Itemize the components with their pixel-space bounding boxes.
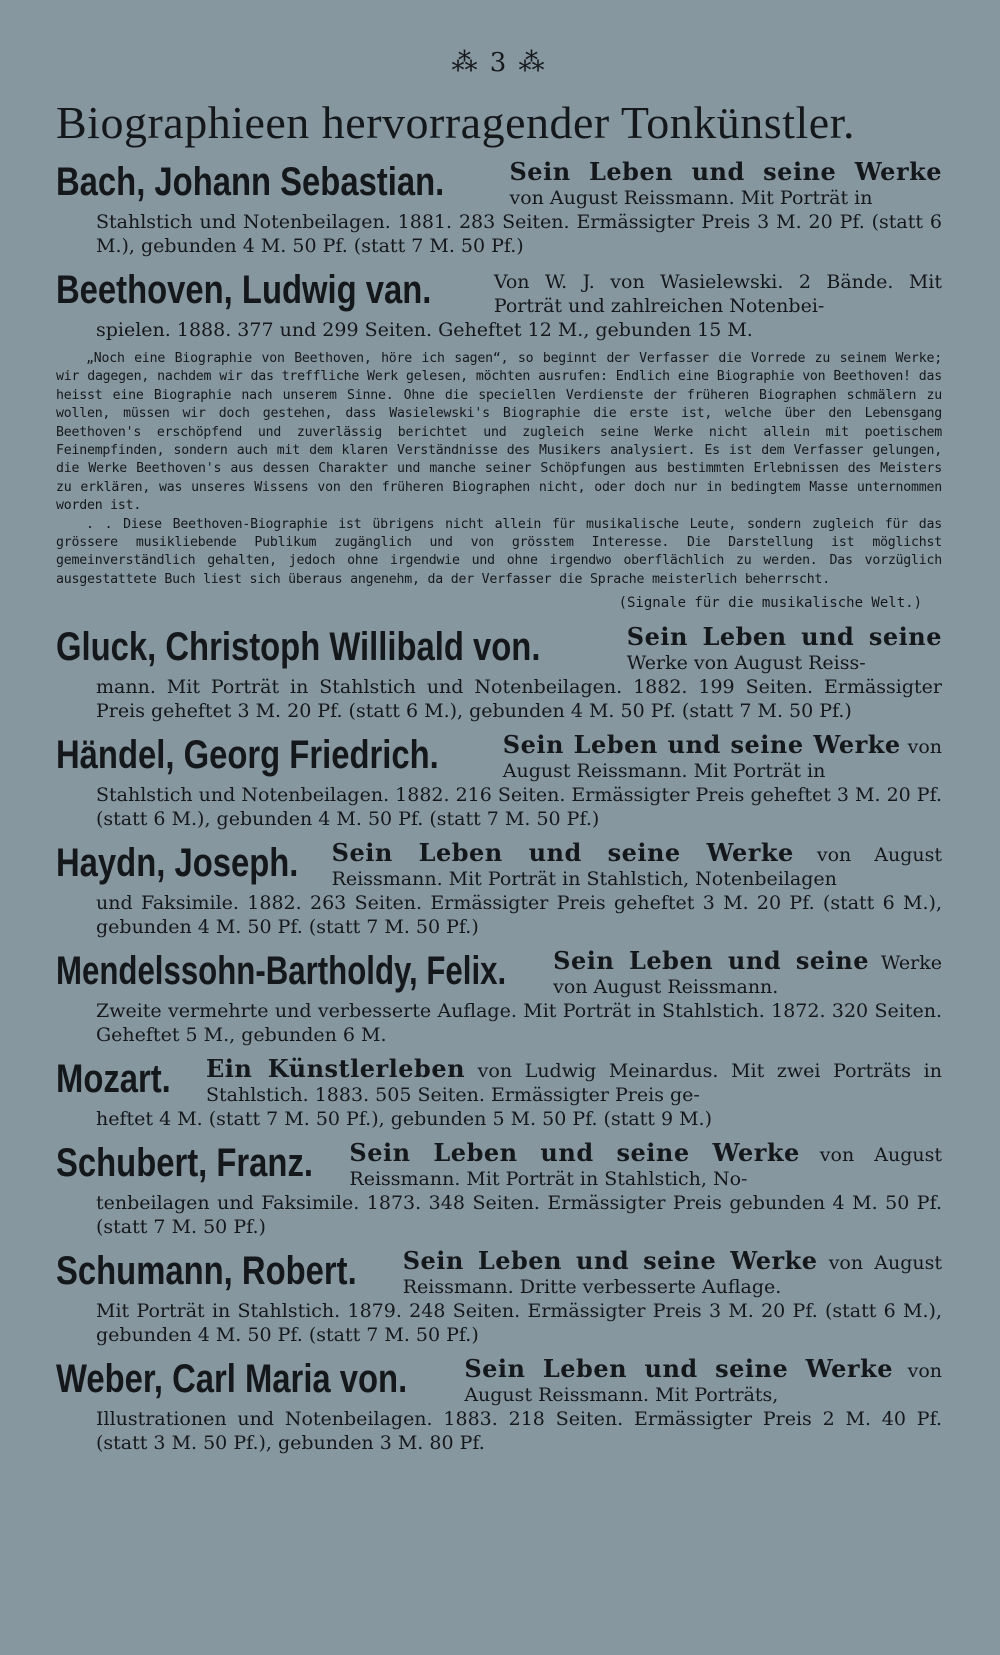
page-number: 3 [489,48,509,78]
entry-name: Weber, Carl Maria von. [56,1357,408,1402]
ornament-left: ⁂ [451,48,480,78]
entry-details: und Faksimile. 1882. 263 Seiten. Ermässigter Preis geheftet 3 M. 20 Pf. (statt 6 M.), gebunden 4 M. 50 Pf. (statt 7 M. 50 Pf.) [96,892,942,939]
entry-details: heftet 4 M. (statt 7 M. 50 Pf.), gebunden 5 M. 50 Pf. (statt 9 M.) [96,1108,713,1131]
entry-details: Mit Porträt in Stahlstich. 1879. 248 Seiten. Ermässigter Preis 3 M. 20 Pf. (statt 6 M.), gebunden 4 M. 50 Pf. (statt 7 M. 50 Pf.) [96,1300,942,1347]
entry-details: Zweite vermehrte und verbesserte Auflage. Mit Porträt in Stahlstich. 1872. 320 Seiten. Geheftet 5 M., gebunden 6 M. [96,1000,942,1047]
entry-name: Haydn, Joseph. [56,841,299,886]
entry-schumann [56,1247,942,1347]
entry-name: Mozart. [56,1057,171,1102]
entry-subtitle: Sein Leben und seine [626,622,942,652]
entry-details: Stahlstich und Notenbeilagen. 1882. 216 Seiten. Ermässigter Preis geheftet 3 M. 20 Pf. (statt 6 M.), gebunden 4 M. 50 Pf. (statt 7 M. 50 Pf.) [96,784,942,831]
entry-name: Schumann, Robert. [56,1249,357,1294]
review-source: (Signale für die musikalische Welt.) [618,595,922,612]
review-paragraph: . . Diese Beethoven-Biographie ist übrigens nicht allein für musikalische Leute, sondern zugleich für das grössere musikliebende Publikum zugänglich und von grösstem Interesse. Die Darstellung ist möglichst gemeinverständlich gehalten, jedoch ohne irgendwie und ohne irgendwo oberflächlich zu werden. Das vorzüglich ausgestattete Buch liest sich überaus angenehm, da der Verfasser die Sprache meisterlich beherrscht. [56,516,942,587]
entry-subtitle: Sein Leben und seine Werke [464,1354,893,1384]
entry-schubert [56,1139,942,1239]
entry-mendelssohn [56,947,942,1047]
entry-details: spielen. 1888. 377 und 299 Seiten. Geheftet 12 M., gebunden 15 M. [96,319,753,341]
entry-details: mann. Mit Porträt in Stahlstich und Notenbeilagen. 1882. 199 Seiten. Ermässigter Preis geheftet 3 M. 20 Pf. (statt 6 M.), gebunden 4 M. 50 Pf. (statt 7 M. 50 Pf.) [96,676,942,723]
entry-subtitle: Ein Künstlerleben [206,1054,466,1084]
entry-details: Stahlstich und Notenbeilagen. 1881. 283 Seiten. Ermässigter Preis 3 M. 20 Pf. (statt 6 M.), gebunden 4 M. 50 Pf. (statt 7 M. 50 Pf.) [96,211,942,257]
entry-subtitle: Sein Leben und seine Werke [331,838,794,868]
entry-weber [56,1355,942,1455]
entry-subtitle: Sein Leben und seine Werke [502,730,901,760]
entry-subtitle: Sein Leben und seine Werke [509,157,942,186]
page-number-line [56,48,942,78]
entry-head-text: von August Reissmann. Mit Porträt in [502,736,942,783]
entry-name: Mendelssohn-Bartholdy, Felix. [56,949,507,994]
entry-subtitle: Sein Leben und seine Werke [402,1246,818,1276]
entry-haendel [56,731,942,831]
review-paragraph: „Noch eine Biographie von Beethoven, höre ich sagen“, so beginnt der Verfasser die Vorrede zu seinem Werke; wir dagegen, nachdem wir das treffliche Werk gelesen, möchten ausrufen: Endlich eine Biographie von Beethoven! das heisst eine Biographie nach unserem Sinne. Ohne die speciellen Verdienste der früheren Biographen schmälern zu wollen, müssen wir doch gestehen, dass Wasielewski's Biographie die erste ist, welche über den Lebensgang Beethoven's erschöpfend und zuverlässig berichtet und zugleich seine Werke nicht allein mit poetischem Feinempfinden, sondern auch mit dem klaren Verständnisse des Musikers analysiert. Es ist dem Verfasser gelungen, die Werke Beethoven's aus dessen Charakter und manche seiner Schöpfungen aus bestimmten Erlebnissen des Meisters zu erklären, was unseres Wissens von den früheren Biographen nicht, oder doch nur in bedingtem Masse unternommen worden ist. [56,351,942,514]
entry-beethoven [56,266,942,615]
entry-head-text: Werke von August Reiss- [626,652,866,675]
entry-name: Händel, Georg Friedrich. [56,733,439,778]
entry-head-text: von August Reissmann. Mit Porträt in [509,187,873,209]
entry-haydn [56,839,942,939]
entry-name: Schubert, Franz. [56,1141,313,1186]
entry-head-text: von August Reissmann. Mit Porträt in Stahlstich, No- [349,1144,943,1191]
entry-name: Gluck, Christoph Willibald von. [56,625,541,670]
entry-mozart [56,1055,942,1131]
entry-details: tenbeilagen und Faksimile. 1873. 348 Seiten. Ermässigter Preis gebunden 4 M. 50 Pf. (statt 7 M. 50 Pf.) [96,1192,942,1239]
entry-gluck [56,623,942,723]
entry-subtitle: Sein Leben und seine Werke [349,1138,800,1168]
entry-bach [56,158,942,258]
entry-name: Beethoven, Ludwig van. [56,268,432,312]
entry-head-text: von August Reissmann. Mit Porträts, [464,1360,942,1407]
entry-head-text: von August Reissmann. Mit Porträt in Stahlstich, Notenbeilagen [331,844,943,891]
page-title: Biographieen hervorragender Tonkünstler. [56,97,855,148]
ornament-right: ⁂ [518,48,547,78]
entry-head-text: Von W. J. von Wasielewski. 2 Bände. Mit Porträt und zahlreichen Notenbei- [493,271,942,317]
review-quote [56,350,942,589]
entry-details: Illustrationen und Notenbeilagen. 1883. 218 Seiten. Ermässigter Preis 2 M. 40 Pf. (statt 3 M. 50 Pf.), gebunden 3 M. 80 Pf. [96,1408,942,1455]
entry-head-text: von August Reissmann. Dritte verbesserte Auflage. [402,1252,943,1299]
entry-head-text: Werke von August Reissmann. [553,952,942,999]
entry-name: Bach, Johann Sebastian. [56,160,445,204]
entry-subtitle: Sein Leben und seine [553,946,869,976]
entry-head-text: von Ludwig Meinardus. Mit zwei Porträts in Stahlstich. 1883. 505 Seiten. Ermässigter Preis ge- [206,1060,942,1107]
